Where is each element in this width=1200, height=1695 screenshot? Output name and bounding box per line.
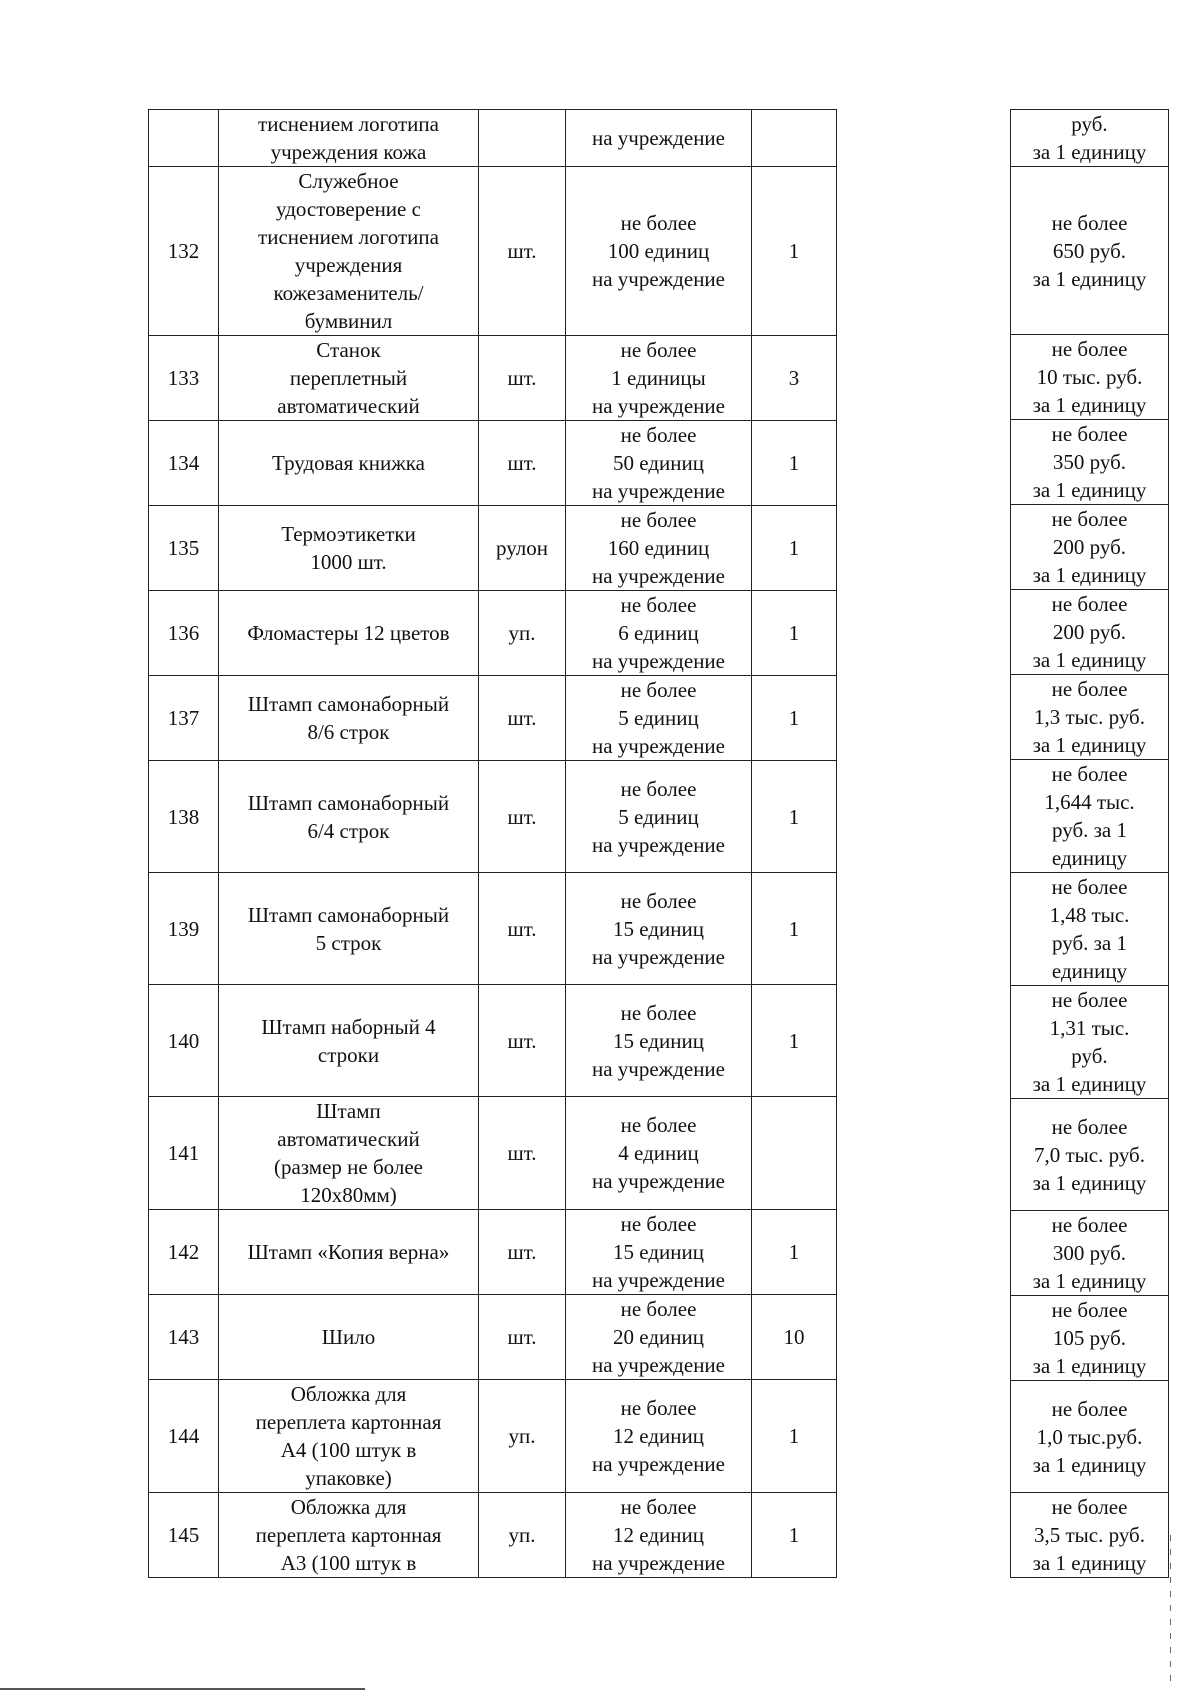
table-row xyxy=(149,1097,837,1210)
item-name: Термоэтикетки 1000 шт. xyxy=(219,506,479,591)
table-row xyxy=(149,336,837,421)
item-norm: не более 5 единиц на учреждение xyxy=(566,676,752,761)
price-row xyxy=(1011,986,1169,1099)
item-quantity xyxy=(752,1097,837,1210)
item-quantity: 3 xyxy=(752,336,837,421)
price-row xyxy=(1011,167,1169,335)
table-row xyxy=(149,1380,837,1493)
item-name: Штамп самонаборный 6/4 строк xyxy=(219,761,479,873)
item-name: Фломастеры 12 цветов xyxy=(219,591,479,676)
item-norm: не более 20 единиц на учреждение xyxy=(566,1295,752,1380)
price-row xyxy=(1011,1493,1169,1578)
item-number: 141 xyxy=(149,1097,219,1210)
item-unit: уп. xyxy=(479,1380,566,1493)
right-edge-dashes xyxy=(1170,1535,1171,1685)
item-norm: не более 50 единиц на учреждение xyxy=(566,421,752,506)
item-quantity: 1 xyxy=(752,591,837,676)
item-price: не более 650 руб. за 1 единицу xyxy=(1011,167,1169,335)
item-number: 143 xyxy=(149,1295,219,1380)
price-row xyxy=(1011,590,1169,675)
item-name: Штамп «Копия верна» xyxy=(219,1210,479,1295)
item-name: Станок переплетный автоматический xyxy=(219,336,479,421)
price-row xyxy=(1011,873,1169,986)
item-number: 133 xyxy=(149,336,219,421)
item-norm: не более 5 единиц на учреждение xyxy=(566,761,752,873)
item-unit: шт. xyxy=(479,421,566,506)
item-norm: не более 12 единиц на учреждение xyxy=(566,1380,752,1493)
item-price: не более 10 тыс. руб. за 1 единицу xyxy=(1011,335,1169,420)
table-row xyxy=(149,421,837,506)
item-price: не более 1,31 тыс. руб. за 1 единицу xyxy=(1011,986,1169,1099)
item-quantity: 1 xyxy=(752,1210,837,1295)
item-name: Обложка для переплета картонная А3 (100 штук в xyxy=(219,1493,479,1578)
item-price: не более 350 руб. за 1 единицу xyxy=(1011,420,1169,505)
item-unit: шт. xyxy=(479,167,566,336)
item-name: Трудовая книжка xyxy=(219,421,479,506)
price-row xyxy=(1011,505,1169,590)
price-row xyxy=(1011,110,1169,167)
item-quantity: 1 xyxy=(752,985,837,1097)
table-row xyxy=(149,506,837,591)
item-price: не более 1,0 тыс.руб. за 1 единицу xyxy=(1011,1381,1169,1493)
price-row xyxy=(1011,760,1169,873)
price-row xyxy=(1011,335,1169,420)
item-price: не более 3,5 тыс. руб. за 1 единицу xyxy=(1011,1493,1169,1578)
item-price: не более 300 руб. за 1 единицу xyxy=(1011,1211,1169,1296)
price-row xyxy=(1011,1296,1169,1381)
bottom-edge-line xyxy=(0,1688,365,1690)
item-norm: не более 100 единиц на учреждение xyxy=(566,167,752,336)
item-name: Шило xyxy=(219,1295,479,1380)
item-number: 142 xyxy=(149,1210,219,1295)
item-number: 137 xyxy=(149,676,219,761)
item-price: не более 1,3 тыс. руб. за 1 единицу xyxy=(1011,675,1169,760)
item-price: не более 7,0 тыс. руб. за 1 единицу xyxy=(1011,1099,1169,1211)
item-number: 139 xyxy=(149,873,219,985)
table-row xyxy=(149,1210,837,1295)
item-norm: на учреждение xyxy=(566,110,752,167)
item-name: тиснением логотипа учреждения кожа xyxy=(219,110,479,167)
item-unit: шт. xyxy=(479,676,566,761)
item-norm: не более 160 единиц на учреждение xyxy=(566,506,752,591)
item-name: Служебное удостоверение с тиснением логотипа учреждения кожезаменитель/ бумвинил xyxy=(219,167,479,336)
item-norm: не более 1 единицы на учреждение xyxy=(566,336,752,421)
price-row xyxy=(1011,1099,1169,1211)
table-row xyxy=(149,1295,837,1380)
item-unit: шт. xyxy=(479,761,566,873)
item-number xyxy=(149,110,219,167)
item-unit: рулон xyxy=(479,506,566,591)
table-row xyxy=(149,873,837,985)
item-number: 140 xyxy=(149,985,219,1097)
table-row xyxy=(149,985,837,1097)
item-quantity: 1 xyxy=(752,761,837,873)
item-price: не более 1,48 тыс. руб. за 1 единицу xyxy=(1011,873,1169,986)
item-norm: не более 15 единиц на учреждение xyxy=(566,985,752,1097)
item-unit: шт. xyxy=(479,873,566,985)
item-quantity xyxy=(752,110,837,167)
item-unit: шт. xyxy=(479,1097,566,1210)
table-row xyxy=(149,1493,837,1578)
item-quantity: 1 xyxy=(752,421,837,506)
table-row xyxy=(149,761,837,873)
item-number: 136 xyxy=(149,591,219,676)
item-unit: шт. xyxy=(479,1210,566,1295)
item-price: руб. за 1 единицу xyxy=(1011,110,1169,167)
item-unit xyxy=(479,110,566,167)
item-price: не более 1,644 тыс. руб. за 1 единицу xyxy=(1011,760,1169,873)
table-row xyxy=(149,591,837,676)
item-number: 132 xyxy=(149,167,219,336)
table-row xyxy=(149,167,837,336)
item-name: Обложка для переплета картонная А4 (100 штук в упаковке) xyxy=(219,1380,479,1493)
item-quantity: 1 xyxy=(752,1493,837,1578)
price-table xyxy=(1010,109,1169,1578)
item-quantity: 1 xyxy=(752,1380,837,1493)
item-unit: шт. xyxy=(479,336,566,421)
item-unit: шт. xyxy=(479,1295,566,1380)
item-number: 144 xyxy=(149,1380,219,1493)
item-price: не более 105 руб. за 1 единицу xyxy=(1011,1296,1169,1381)
item-number: 134 xyxy=(149,421,219,506)
price-row xyxy=(1011,675,1169,760)
price-row xyxy=(1011,420,1169,505)
item-norm: не более 15 единиц на учреждение xyxy=(566,1210,752,1295)
item-quantity: 10 xyxy=(752,1295,837,1380)
items-table xyxy=(148,109,837,1578)
item-name: Штамп наборный 4 строки xyxy=(219,985,479,1097)
item-quantity: 1 xyxy=(752,676,837,761)
price-row xyxy=(1011,1211,1169,1296)
table-row xyxy=(149,110,837,167)
item-unit: уп. xyxy=(479,1493,566,1578)
item-norm: не более 4 единиц на учреждение xyxy=(566,1097,752,1210)
item-unit: шт. xyxy=(479,985,566,1097)
item-norm: не более 12 единиц на учреждение xyxy=(566,1493,752,1578)
item-quantity: 1 xyxy=(752,873,837,985)
item-quantity: 1 xyxy=(752,506,837,591)
price-row xyxy=(1011,1381,1169,1493)
item-price: не более 200 руб. за 1 единицу xyxy=(1011,590,1169,675)
item-number: 145 xyxy=(149,1493,219,1578)
item-quantity: 1 xyxy=(752,167,837,336)
item-number: 138 xyxy=(149,761,219,873)
table-row xyxy=(149,676,837,761)
item-unit: уп. xyxy=(479,591,566,676)
item-number: 135 xyxy=(149,506,219,591)
item-norm: не более 6 единиц на учреждение xyxy=(566,591,752,676)
item-norm: не более 15 единиц на учреждение xyxy=(566,873,752,985)
item-price: не более 200 руб. за 1 единицу xyxy=(1011,505,1169,590)
item-name: Штамп самонаборный 8/6 строк xyxy=(219,676,479,761)
item-name: Штамп самонаборный 5 строк xyxy=(219,873,479,985)
item-name: Штамп автоматический (размер не более 120х80мм) xyxy=(219,1097,479,1210)
